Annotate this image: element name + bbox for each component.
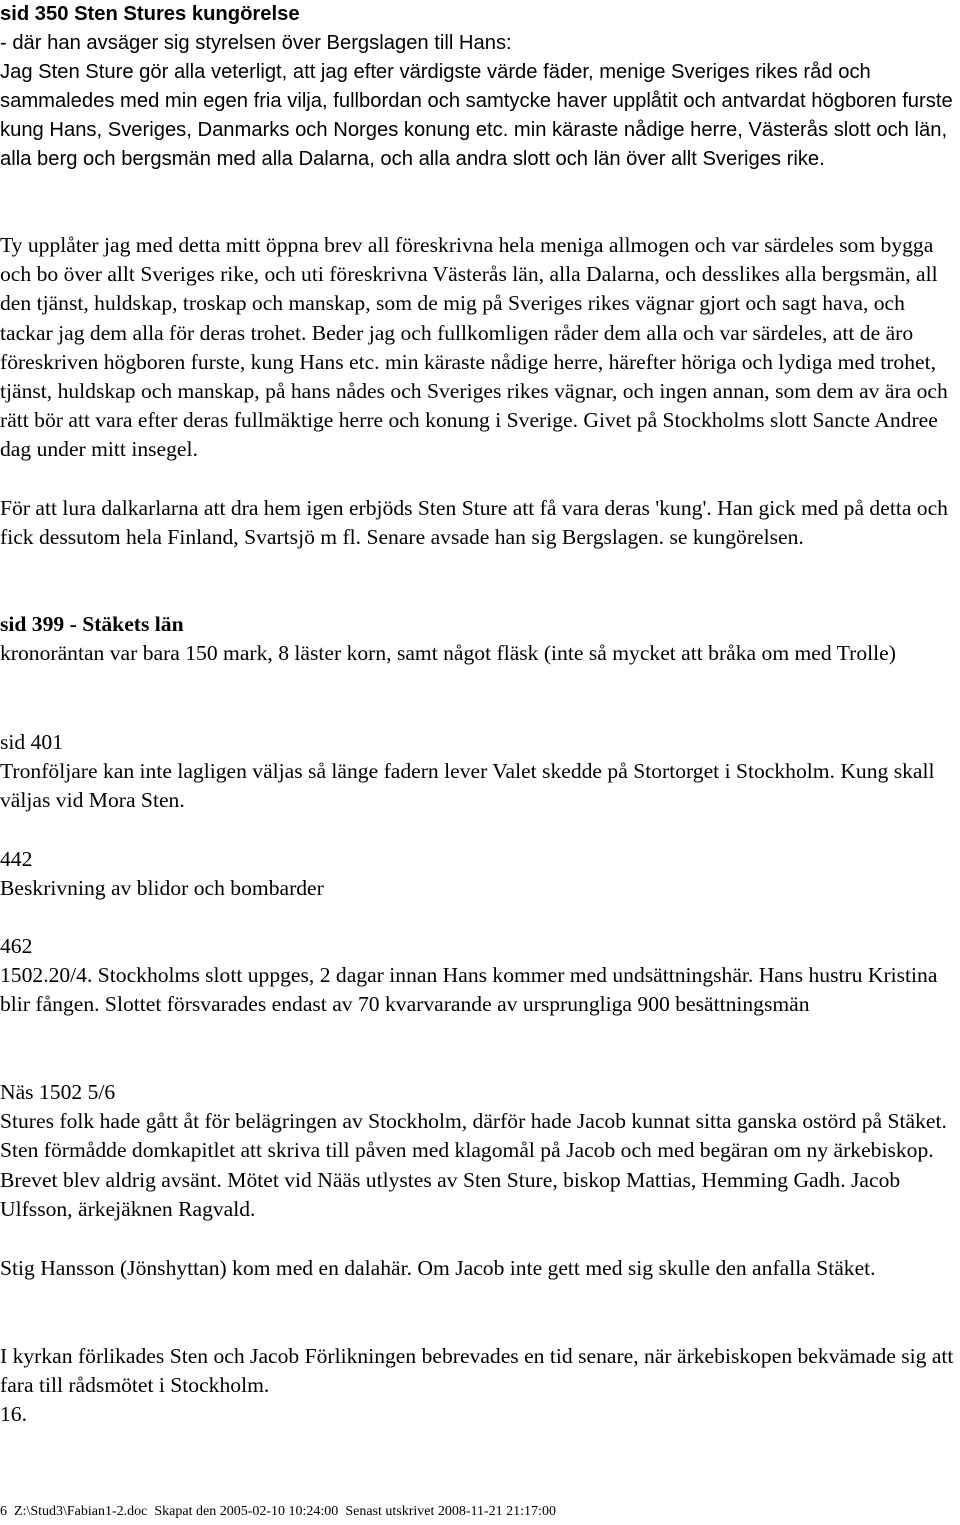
section-sid-350: [0, 0, 958, 174]
section-heading: 462: [0, 934, 33, 958]
section-heading: sid 401: [0, 730, 63, 754]
section-sid-399: [0, 610, 958, 668]
paragraph-text: I kyrkan förlikades Sten och Jacob Förlikningen bebrevades en tid senare, när ärkebiskopen bekvämade sig att fara till rådsmötet i Stockholm.: [0, 1344, 954, 1398]
proclamation-continuation: Ty upplåter jag med detta mitt öppna brev all föreskrivna hela meniga allmogen och var särdeles som bygga och bo över allt Sveriges rike, och uti föreskrivna Västerås län, alla Dalarna, och desslikes alla bergsmän, all den tjänst, huldskap, troskap och manskap, som de mig på Sveriges rikes vägnar gjort och sagt hava, och tackar jag dem alla för deras trohet. Beder jag och fullkomligen råder dem alla och var särdeles, att de äro föreskriven högboren furste, kung Hans etc. min käraste nådige herre, härefter höriga och lydiga med trohet, tjänst, huldskap och manskap, på hans nådes och Sveriges rikes vägnar, och ingen annan, som dem av ära och rätt bör att vara efter deras fullmäktige herre och konung i Sverige. Givet på Stockholms slott Sancte Andree dag under mitt insegel.: [0, 233, 948, 462]
footer-printed: Senast utskrivet 2008-11-21 21:17:00: [345, 1504, 556, 1519]
section-462: [0, 932, 958, 1020]
section-nas: [0, 1078, 958, 1224]
section-text: kronoräntan var bara 150 mark, 8 läster korn, samt något fläsk (inte så mycket att bråka om med Trolle): [0, 641, 896, 666]
section-sid-401: [0, 728, 958, 816]
section-subtitle: - där han avsäger sig styrelsen över Bergslagen till Hans:: [0, 32, 512, 54]
footer-created: Skapat den 2005-02-10 10:24:00: [154, 1504, 339, 1519]
section-heading: sid 350 Sten Stures kungörelse: [0, 3, 300, 25]
section-text: Stures folk hade gått åt för belägringen av Stockholm, därför hade Jacob kunnat sitta ganska ostörd på Stäket. Sten förmådde domkapitlet att skriva till påven med klagomål på Jacob och med begäran om ny ärkebiskop. Brevet blev aldrig avsänt. Mötet vid Nääs utlystes av Sten Sture, biskop Mattias, Hemming Gadh. Jacob Ulfsson, ärkejäknen Ragvald.: [0, 1109, 947, 1221]
paragraph-dalkarlarna: För att lura dalkarlarna att dra hem igen erbjöds Sten Sture att få vara deras 'kung'. Han gick med på detta och fick dessutom hela Finland, Svartsjö m fl. Senare avsade han sig Bergslagen. se kungörelsen.: [0, 496, 948, 550]
section-text: 1502.20/4. Stockholms slott uppges, 2 dagar innan Hans kommer med undsättningshär. Hans hustru Kristina blir fången. Slottet försvarades endast av 70 kvarvarande av ursprungliga 900 besättningsmän: [0, 963, 938, 1017]
footer-page-number: 6: [0, 1504, 7, 1519]
paragraph-stig-hansson: Stig Hansson (Jönshyttan) kom med en dalahär. Om Jacob inte gett med sig skulle den anfalla Stäket.: [0, 1256, 876, 1280]
paragraph-number: 16.: [0, 1402, 27, 1427]
page-footer: [0, 1504, 960, 1520]
section-442: [0, 845, 958, 903]
section-heading: 442: [0, 847, 33, 871]
proclamation-text: Jag Sten Sture gör alla veterligt, att jag efter värdigste värde fäder, menige Sveriges rikes råd och sammaledes med min egen fria vilja, fullbordan och samtycke haver upplåtit och antvardat högboren furste kung Hans, Sveriges, Danmarks och Norges konung etc. min käraste nådige herre, Västerås slott och län, alla berg och bergsmän med alla Dalarna, och alla andra slott och län över allt Sveriges rike.: [0, 61, 953, 170]
section-heading: sid 399 - Stäkets län: [0, 612, 184, 636]
footer-file-path: Z:\Stud3\Fabian1-2.doc: [14, 1504, 148, 1519]
section-heading: Näs 1502 5/6: [0, 1080, 116, 1104]
section-text: Beskrivning av blidor och bombarder: [0, 876, 324, 901]
paragraph-kyrkan: [0, 1342, 958, 1430]
section-text: Tronföljare kan inte lagligen väljas så länge fadern lever Valet skedde på Stortorget i Stockholm. Kung skall väljas vid Mora Sten.: [0, 759, 935, 813]
